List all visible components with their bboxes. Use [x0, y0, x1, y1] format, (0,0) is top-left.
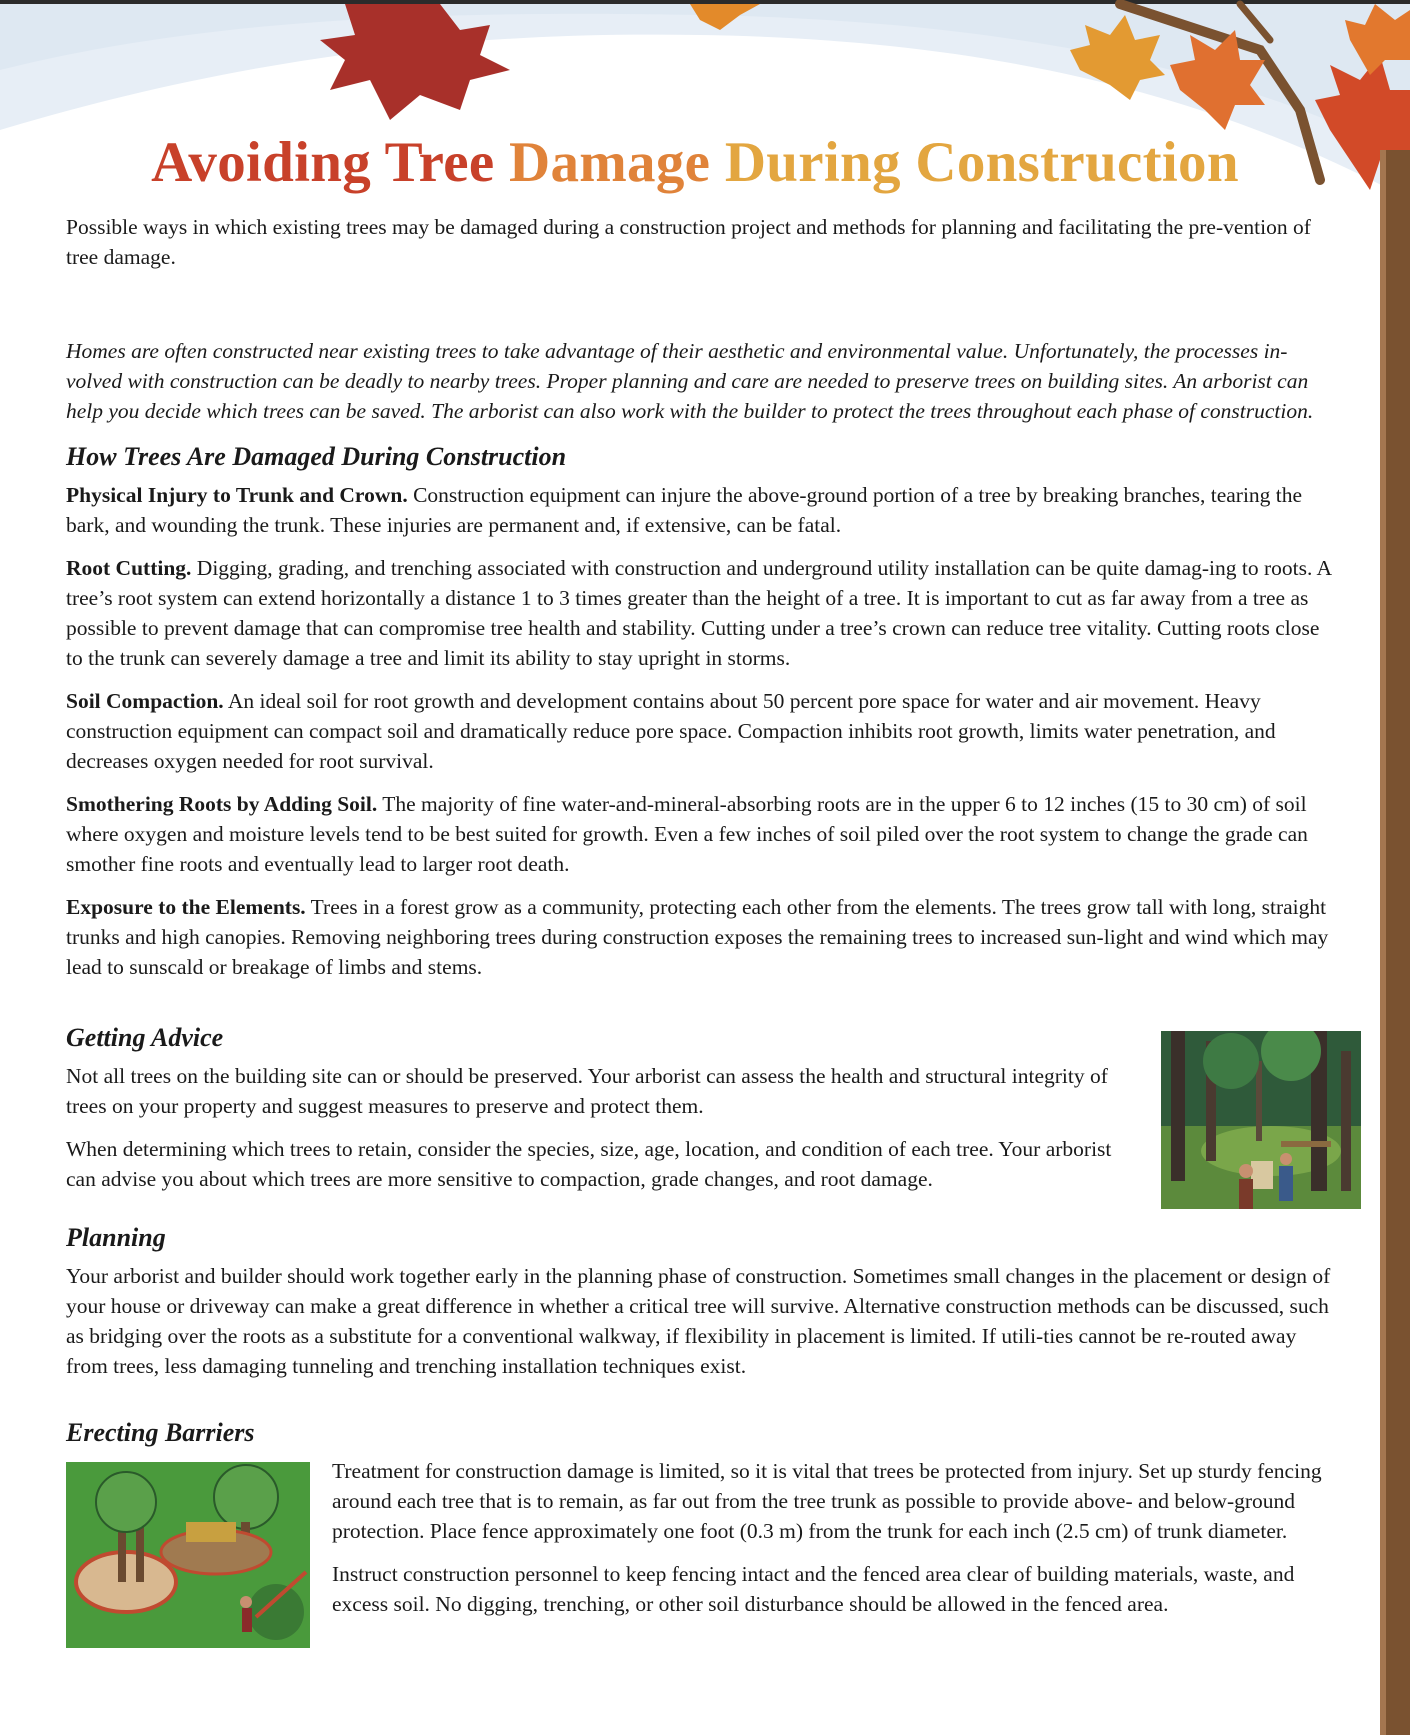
title-part-3: During Construction	[724, 131, 1239, 194]
intro-paragraph: Homes are often constructed near existing trees to take advantage of their aesthetic and environmental value. Unfortunately, the processes in-volved with construction can be deadly to nearby trees. Proper planning and care are needed to preserve trees on building sites. An arborist can help you decide which trees can be saved. The arborist can also work with the builder to protect the trees throughout each phase of construction.	[66, 339, 1314, 423]
damage-item	[66, 789, 1336, 879]
barriers-section	[66, 1456, 1336, 1648]
damage-term: Physical Injury to Trunk and Crown.	[66, 483, 408, 507]
damage-text: Trees in a forest grow as a community, protecting each other from the elements. The trees grow tall with long, straight trunks and high canopies. Removing neighboring trees during construction exposes the remaining trees to increased sun-light and wind which may lead to sunscald or breakage of limbs and stems.	[66, 895, 1329, 979]
damage-term: Exposure to the Elements.	[66, 895, 306, 919]
advice-paragraph-2: When determining which trees to retain, consider the species, size, age, location, and condition of each tree. Your arborist can advise you about which trees are more sensitive to compaction, grade changes, and root damage.	[66, 1137, 1112, 1191]
section-heading-damage: How Trees Are Damaged During Construction	[66, 442, 567, 471]
advice-paragraph-1: Not all trees on the building site can or should be preserved. Your arborist can assess the health and structural integrity of trees on your property and suggest measures to preserve and protect them.	[66, 1064, 1108, 1118]
damage-item	[66, 553, 1336, 673]
advice-section	[66, 1021, 1336, 1194]
damage-item	[66, 480, 1336, 540]
right-border-rail	[1386, 150, 1410, 1735]
damage-term: Root Cutting.	[66, 556, 192, 580]
document-body	[66, 212, 1336, 1648]
barriers-paragraph-1: Treatment for construction damage is limited, so it is vital that trees be protected from injury. Set up sturdy fencing around each tree that is to remain, as far out from the tree trunk as possible to provide above- and below-ground protection. Place fence approximately one foot (0.3 m) from the trunk for each inch (2.5 cm) of trunk diameter.	[332, 1459, 1322, 1543]
barriers-paragraph-2: Instruct construction personnel to keep fencing intact and the fenced area clear of building materials, waste, and excess soil. No digging, trenching, or other soil disturbance should be allowed in the fenced area.	[332, 1562, 1295, 1616]
damage-item	[66, 892, 1336, 982]
planning-paragraph: Your arborist and builder should work together early in the planning phase of construction. Sometimes small changes in the placement or design of your house or driveway can make a great difference in whether a critical tree will survive. Alternative construction methods can be discussed, such as bridging over the roots as a substitute for a conventional walkway, if flexibility in placement is limited. If utili-ties cannot be re-routed away from trees, less damaging tunneling and trenching installation techniques exist.	[66, 1264, 1331, 1378]
section-heading-advice: Getting Advice	[66, 1023, 224, 1052]
damage-text: Digging, grading, and trenching associated with construction and underground utility installation can be quite damag-ing to roots. A tree’s root system can extend horizontally a distance 1 to 3 times greater than the height of a tree. It is important to cut as far away from a tree as possible to prevent damage that can compromise tree health and stability. Cutting under a tree’s crown can reduce tree vitality. Cutting roots close to the trunk can severely damage a tree and limit its ability to stay upright in storms.	[66, 556, 1331, 670]
lead-paragraph: Possible ways in which existing trees may be damaged during a construction project and methods for planning and facilitating the pre-vention of tree damage.	[66, 215, 1311, 269]
damage-term: Soil Compaction.	[66, 689, 224, 713]
tree-fencing-illustration	[66, 1462, 310, 1648]
forest-arborist-illustration	[1161, 1031, 1361, 1209]
page-title	[0, 130, 1390, 195]
damage-text: The majority of fine water-and-mineral-absorbing roots are in the upper 6 to 12 inches (15 to 30 cm) of soil where oxygen and moisture levels tend to be best suited for growth. Even a few inches of soil piled over the root system to change the grade can smother fine roots and eventually lead to larger root death.	[66, 792, 1308, 876]
title-part-1: Avoiding Tree	[151, 131, 495, 194]
damage-item	[66, 686, 1336, 776]
title-part-2: Damage	[509, 131, 711, 194]
section-heading-planning: Planning	[66, 1223, 166, 1252]
damage-text: An ideal soil for root growth and development contains about 50 percent pore space for water and air movement. Heavy construction equipment can compact soil and dramatically reduce pore space. Compaction inhibits root growth, limits water penetration, and decreases oxygen needed for root survival.	[66, 689, 1276, 773]
section-heading-barriers: Erecting Barriers	[66, 1418, 255, 1447]
damage-term: Smothering Roots by Adding Soil.	[66, 792, 378, 816]
damage-text: Construction equipment can injure the above-ground portion of a tree by breaking branches, tearing the bark, and wounding the trunk. These injuries are permanent and, if extensive, can be fatal.	[66, 483, 1303, 537]
